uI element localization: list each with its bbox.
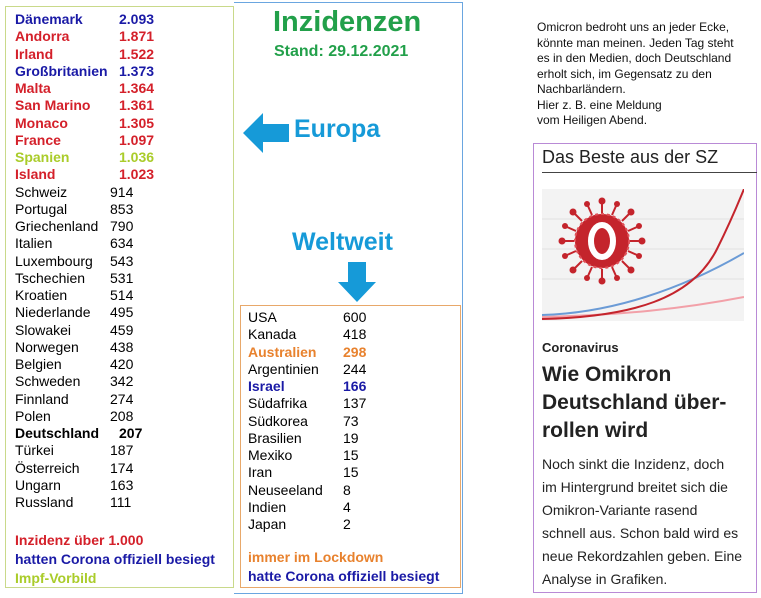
date-stamp: Stand: 29.12.2021 xyxy=(274,43,409,60)
world-legend-item: hatte Corona offiziell besiegt xyxy=(248,568,440,584)
europe-row xyxy=(15,321,134,339)
europe-row xyxy=(15,252,134,270)
world-row xyxy=(248,343,367,361)
europe-row xyxy=(15,131,155,149)
world-row xyxy=(248,498,351,516)
world-incidence: 298 xyxy=(343,343,367,360)
sz-headline[interactable] xyxy=(542,361,754,445)
world-row xyxy=(248,378,367,395)
europe-incidence: 208 xyxy=(110,407,134,424)
sz-kicker: Coronavirus xyxy=(542,340,619,355)
arrow-left-icon xyxy=(243,113,289,153)
europe-row xyxy=(15,200,134,218)
arrow-down-icon xyxy=(338,262,376,302)
world-country: Iran xyxy=(248,464,273,481)
world-row xyxy=(248,360,367,378)
europe-incidence: 1.522 xyxy=(119,45,155,62)
world-country: Australien xyxy=(248,343,317,360)
headline-line: rollen wird xyxy=(542,419,649,442)
headline-line: Wie Omikron xyxy=(542,363,672,386)
intro-line: es in den Medien, doch Deutschland xyxy=(537,51,732,65)
europe-country: Italien xyxy=(15,235,53,252)
world-country: Südkorea xyxy=(248,412,308,429)
world-incidence: 4 xyxy=(343,498,351,515)
world-incidence: 244 xyxy=(343,360,367,377)
europe-incidence: 514 xyxy=(110,287,134,303)
world-legend-item: immer im Lockdown xyxy=(248,549,384,565)
world-country: Indien xyxy=(248,498,287,515)
europe-incidence: 1.023 xyxy=(119,166,155,183)
europe-country: Deutschland xyxy=(15,425,100,441)
world-country: USA xyxy=(248,309,277,325)
europe-country: Andorra xyxy=(15,28,70,45)
europe-country: Irland xyxy=(15,45,54,62)
europe-country: Malta xyxy=(15,80,51,96)
europa-label: Europa xyxy=(294,115,381,143)
teaser-line: Noch sinkt die Inzidenz, doch xyxy=(542,456,725,472)
europe-incidence: 187 xyxy=(110,442,134,459)
sz-header: Das Beste aus der SZ xyxy=(542,147,719,167)
europe-incidence: 914 xyxy=(110,183,134,200)
intro-text xyxy=(537,20,757,129)
world-row xyxy=(248,447,359,464)
europe-incidence: 1.361 xyxy=(119,97,155,114)
europe-incidence: 207 xyxy=(119,425,143,441)
world-row xyxy=(248,516,351,533)
europe-row xyxy=(15,390,134,408)
europe-country: San Marino xyxy=(15,97,91,114)
europe-row xyxy=(15,338,134,356)
intro-line: Nachbarländern. xyxy=(537,82,626,96)
europe-row xyxy=(15,97,155,114)
europe-row xyxy=(15,356,134,373)
europe-country: Slowakei xyxy=(15,321,72,338)
world-row xyxy=(248,481,351,499)
europe-country: Türkei xyxy=(15,442,54,459)
europe-row xyxy=(15,287,134,304)
intro-line: könnte man meinen. Jeden Tag steht xyxy=(537,35,734,50)
europe-country: Finnland xyxy=(15,390,69,407)
europe-incidence: 438 xyxy=(110,338,134,355)
europe-country: Monaco xyxy=(15,114,68,131)
europe-incidence: 1.871 xyxy=(119,28,155,45)
world-row xyxy=(248,309,367,326)
europe-incidence: 163 xyxy=(110,476,134,493)
world-incidence: 73 xyxy=(343,412,359,429)
divider xyxy=(542,172,757,173)
europe-country: France xyxy=(15,131,61,148)
europe-incidence: 174 xyxy=(110,459,134,476)
europe-row xyxy=(15,373,134,390)
europe-legend-item: hatten Corona offiziell besiegt xyxy=(15,551,215,567)
europe-country: Island xyxy=(15,166,56,183)
page-title: Inzidenzen xyxy=(273,6,422,38)
europe-row xyxy=(15,476,134,494)
europe-incidence: 531 xyxy=(110,269,134,286)
europe-row xyxy=(15,407,134,425)
europe-country: Polen xyxy=(15,407,51,424)
europe-legend-item: Inzidenz über 1.000 xyxy=(15,532,144,548)
europe-incidence: 634 xyxy=(110,235,134,252)
europe-row xyxy=(15,183,134,201)
europe-incidence: 543 xyxy=(110,252,134,269)
europe-country: Österreich xyxy=(15,459,80,476)
world-row xyxy=(248,395,367,412)
teaser-line: Omikron-Variante rasend xyxy=(542,502,698,518)
world-incidence: 418 xyxy=(343,326,367,343)
teaser-line: neue Rekordzahlen geben. Eine xyxy=(542,548,743,564)
world-country: Mexiko xyxy=(248,447,293,463)
world-incidence: 15 xyxy=(343,464,359,481)
teaser-line: schnell aus. Schon bald wird es xyxy=(542,525,739,541)
europe-row xyxy=(15,494,132,511)
world-incidence: 2 xyxy=(343,516,351,532)
europe-country: Belgien xyxy=(15,356,62,372)
europe-country: Schweden xyxy=(15,373,81,390)
europe-row xyxy=(15,235,134,252)
europe-row xyxy=(15,80,155,97)
world-incidence: 600 xyxy=(343,309,367,325)
teaser-line: im Hintergrund breitet sich die xyxy=(542,479,728,495)
europe-incidence: 342 xyxy=(110,373,134,390)
world-country: Israel xyxy=(248,378,285,394)
europe-country: Russland xyxy=(15,494,74,510)
world-row xyxy=(248,412,359,430)
europe-country: Kroatien xyxy=(15,287,68,303)
europe-row xyxy=(15,62,155,80)
europe-incidence: 1.373 xyxy=(119,62,155,79)
europe-incidence: 853 xyxy=(110,200,134,217)
europe-incidence: 790 xyxy=(110,218,134,234)
europe-country: Spanien xyxy=(15,149,70,165)
europe-incidence: 2.093 xyxy=(119,11,155,27)
europe-row xyxy=(15,218,134,235)
world-incidence: 137 xyxy=(343,395,367,412)
europe-incidence: 495 xyxy=(110,304,134,321)
world-incidence: 15 xyxy=(343,447,359,463)
intro-line: vom Heiligen Abend. xyxy=(537,113,648,127)
europe-incidence: 111 xyxy=(110,494,132,510)
teaser-line: Analyse in Grafiken. xyxy=(542,571,668,587)
europe-country: Norwegen xyxy=(15,338,79,355)
europe-row xyxy=(15,459,134,477)
europe-incidence: 1.036 xyxy=(119,149,155,165)
europe-incidence: 274 xyxy=(110,390,134,407)
europe-row xyxy=(15,149,155,166)
weltweit-label: Weltweit xyxy=(292,228,393,256)
world-country: Kanada xyxy=(248,326,297,343)
intro-line: Hier z. B. eine Meldung xyxy=(537,97,662,112)
europe-incidence: 1.305 xyxy=(119,114,155,131)
world-row xyxy=(248,464,359,481)
europe-country: Portugal xyxy=(15,200,68,217)
world-country: Brasilien xyxy=(248,429,302,446)
intro-line: erholt sich, im Gegensatz zu den xyxy=(537,66,712,81)
headline-line: Deutschland über- xyxy=(542,391,727,414)
europe-row xyxy=(15,28,155,45)
europe-country: Schweiz xyxy=(15,183,68,200)
europe-row xyxy=(15,45,155,63)
europe-row xyxy=(15,442,134,459)
world-country: Neuseeland xyxy=(248,481,323,498)
world-country: Südafrika xyxy=(248,395,308,412)
europe-country: Ungarn xyxy=(15,476,61,493)
europe-row xyxy=(15,166,155,183)
world-incidence: 166 xyxy=(343,378,367,394)
world-country: Japan xyxy=(248,516,287,532)
europe-row xyxy=(15,269,134,287)
europe-row xyxy=(15,11,155,28)
world-incidence: 19 xyxy=(343,429,359,446)
europe-row xyxy=(15,425,143,442)
europe-country: Griechenland xyxy=(15,218,99,234)
europe-legend-item: Impf-Vorbild xyxy=(15,570,97,586)
europe-incidence: 459 xyxy=(110,321,134,338)
world-row xyxy=(248,429,359,447)
europe-country: Luxembourg xyxy=(15,252,93,269)
europe-country: Niederlande xyxy=(15,304,91,321)
virus-graphic[interactable] xyxy=(542,189,744,321)
virus-chart-image xyxy=(542,189,744,321)
intro-line: Omicron bedroht uns an jeder Ecke, xyxy=(537,20,730,34)
europe-incidence: 420 xyxy=(110,356,134,372)
world-incidence: 8 xyxy=(343,481,351,498)
world-country: Argentinien xyxy=(248,360,319,377)
europe-incidence: 1.097 xyxy=(119,131,155,148)
europe-country: Tschechien xyxy=(15,269,86,286)
sz-teaser-text xyxy=(542,453,754,591)
europe-row xyxy=(15,304,134,321)
europe-row xyxy=(15,114,155,132)
world-row xyxy=(248,326,367,343)
europe-incidence: 1.364 xyxy=(119,80,155,96)
europe-country: Dänemark xyxy=(15,11,83,27)
europe-country: Großbritanien xyxy=(15,62,108,79)
